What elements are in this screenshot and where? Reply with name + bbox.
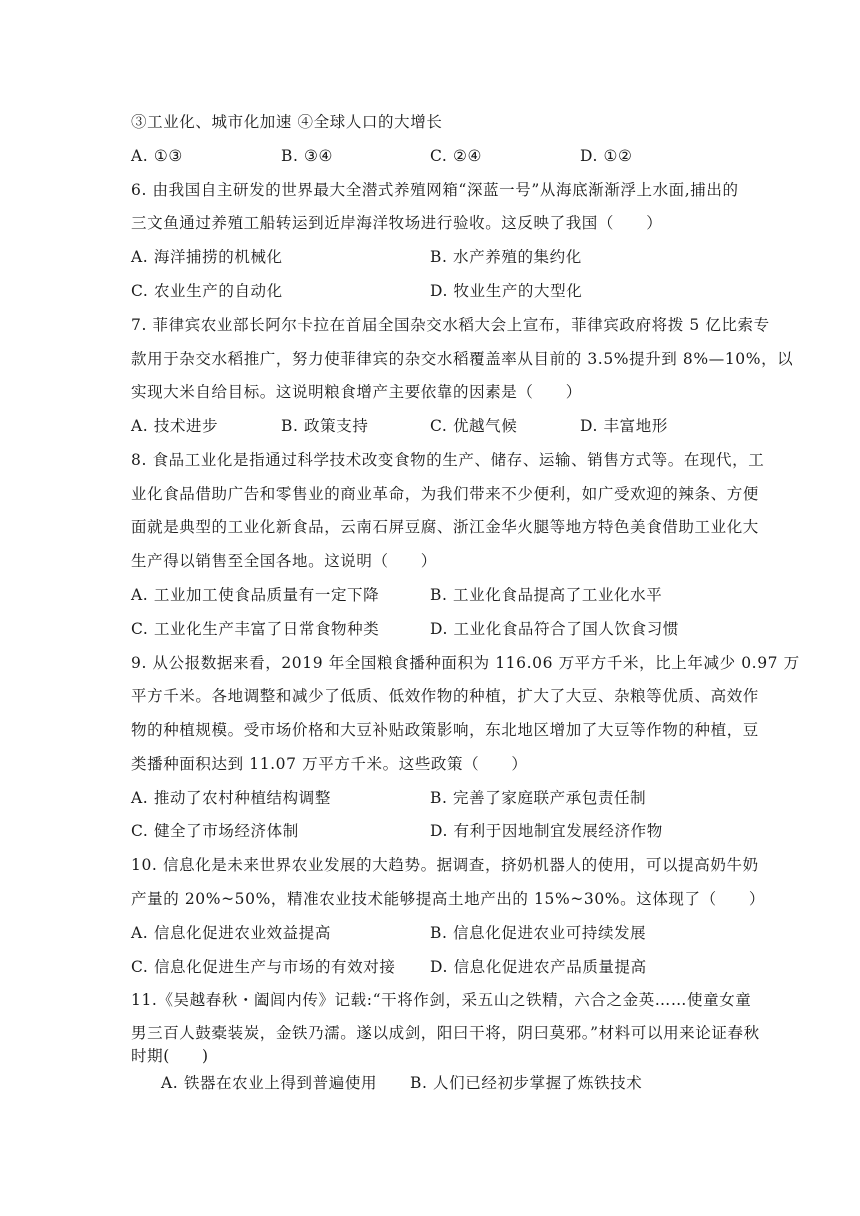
q6-stem-line-1: 6. 由我国自主研发的世界最大全潜式养殖网箱“深蓝一号”从海底渐渐浮上水面,捕出的 — [131, 181, 739, 199]
q5-items-line: ③工业化、城市化加速 ④全球人口的大增长 — [131, 113, 443, 131]
q8-stem-line-3: 面就是典型的工业化新食品，云南石屏豆腐、浙江金华火腿等地方特色美食借助工业化大 — [131, 518, 759, 536]
q5-options — [131, 146, 751, 166]
q6-options-row-2 — [131, 281, 751, 301]
q7-stem-line-2: 款用于杂交水稻推广，努力使菲律宾的杂交水稻覆盖率从目前的 3.5%提升到 8%—10%，以 — [131, 350, 794, 368]
q8-option-d: D. 工业化食品符合了国人饮食习惯 — [430, 620, 679, 638]
q5-option-d: D. ①② — [580, 147, 633, 165]
q9-stem-line-2: 平方千米。各地调整和减少了低质、低效作物的种植，扩大了大豆、杂粮等优质、高效作 — [131, 687, 759, 705]
q9-options-row-2 — [131, 821, 751, 841]
q9-option-c: C. 健全了市场经济体制 — [131, 822, 299, 840]
q7-option-a: A. 技术进步 — [131, 417, 219, 435]
q9-stem-line-4: 类播种面积达到 11.07 万平方千米。这些政策（ ） — [131, 755, 528, 773]
q8-stem-line-1: 8. 食品工业化是指通过科学技术改变食物的生产、储存、运输、销售方式等。在现代，工 — [131, 451, 765, 469]
q9-option-d: D. 有利于因地制宜发展经济作物 — [430, 822, 663, 840]
q7-option-b: B. 政策支持 — [281, 417, 369, 435]
q8-option-a: A. 工业加工使食品质量有一定下降 — [131, 586, 380, 604]
q11-stem-line-2: 男三百人鼓橐装炭，金铁乃濡。遂以成剑，阳曰干将，阴曰莫邪。”材料可以用来论证春秋 — [131, 1024, 760, 1042]
q8-stem-line-4: 生产得以销售至全国各地。这说明（ ） — [131, 552, 437, 570]
q5-option-a: A. ①③ — [131, 147, 183, 165]
q11-stem-line-1: 11.《吴越春秋・阖闾内传》记载:“干将作剑，采五山之铁精，六合之金英……使童女童 — [131, 991, 752, 1009]
q7-stem-line-1: 7. 菲律宾农业部长阿尔卡拉在首届全国杂交水稻大会上宣布，菲律宾政府将拨 5 亿比索专 — [131, 316, 770, 334]
q10-options-row-2 — [131, 957, 751, 977]
q9-stem-line-3: 物的种植规模。受市场价格和大豆补贴政策影响，东北地区增加了大豆等作物的种植，豆 — [131, 721, 759, 739]
q10-options-row-1 — [131, 923, 751, 943]
q11-stem-line-3: 时期( ) — [131, 1047, 209, 1065]
q11-option-a: A. 铁器在农业上得到普遍使用 — [161, 1074, 378, 1092]
q7-option-c: C. 优越气候 — [430, 417, 518, 435]
q7-stem-line-3: 实现大米自给目标。这说明粮食增产主要依靠的因素是（ ） — [131, 383, 582, 401]
q10-option-d: D. 信息化促进农产品质量提高 — [430, 958, 647, 976]
q10-option-b: B. 信息化促进农业可持续发展 — [430, 924, 647, 942]
q9-option-a: A. 推动了农村种植结构调整 — [131, 789, 331, 807]
q9-option-b: B. 完善了家庭联产承包责任制 — [430, 789, 647, 807]
q7-options — [131, 416, 751, 436]
q10-option-a: A. 信息化促进农业效益提高 — [131, 924, 331, 942]
q8-options-row-2 — [131, 619, 751, 639]
q6-options-row-1 — [131, 247, 751, 267]
q10-stem-line-2: 产量的 20%~50%，精准农业技术能够提高土地产出的 15%~30%。这体现了（ ） — [131, 890, 766, 908]
q11-option-b: B. 人们已经初步掌握了炼铁技术 — [410, 1074, 643, 1092]
q8-stem-line-2: 业化食品借助广告和零售业的商业革命，为我们带来不少便利，如广受欢迎的辣条、方便 — [131, 485, 759, 503]
q6-option-c: C. 农业生产的自动化 — [131, 282, 283, 300]
q6-option-b: B. 水产养殖的集约化 — [430, 248, 582, 266]
q11-options-row-1 — [161, 1073, 781, 1093]
q7-option-d: D. 丰富地形 — [580, 417, 668, 435]
q9-options-row-1 — [131, 788, 751, 808]
q8-option-c: C. 工业化生产丰富了日常食物种类 — [131, 620, 380, 638]
q6-option-a: A. 海洋捕捞的机械化 — [131, 248, 283, 266]
q8-options-row-1 — [131, 585, 751, 605]
q9-stem-line-1: 9. 从公报数据来看，2019 年全国粮食播种面积为 116.06 万平方千米，比上年减少 0.97 万 — [131, 654, 800, 672]
q10-stem-line-1: 10. 信息化是未来世界农业发展的大趋势。据调查，挤奶机器人的使用，可以提高奶牛奶 — [131, 856, 759, 874]
q6-stem-line-2: 三文鱼通过养殖工船转运到近岸海洋牧场进行验收。这反映了我国（ ） — [131, 214, 663, 232]
q5-option-c: C. ②④ — [430, 147, 482, 165]
q8-option-b: B. 工业化食品提高了工业化水平 — [430, 586, 663, 604]
q6-option-d: D. 牧业生产的大型化 — [430, 282, 583, 300]
q5-option-b: B. ③④ — [281, 147, 334, 165]
q10-option-c: C. 信息化促进生产与市场的有效对接 — [131, 958, 396, 976]
